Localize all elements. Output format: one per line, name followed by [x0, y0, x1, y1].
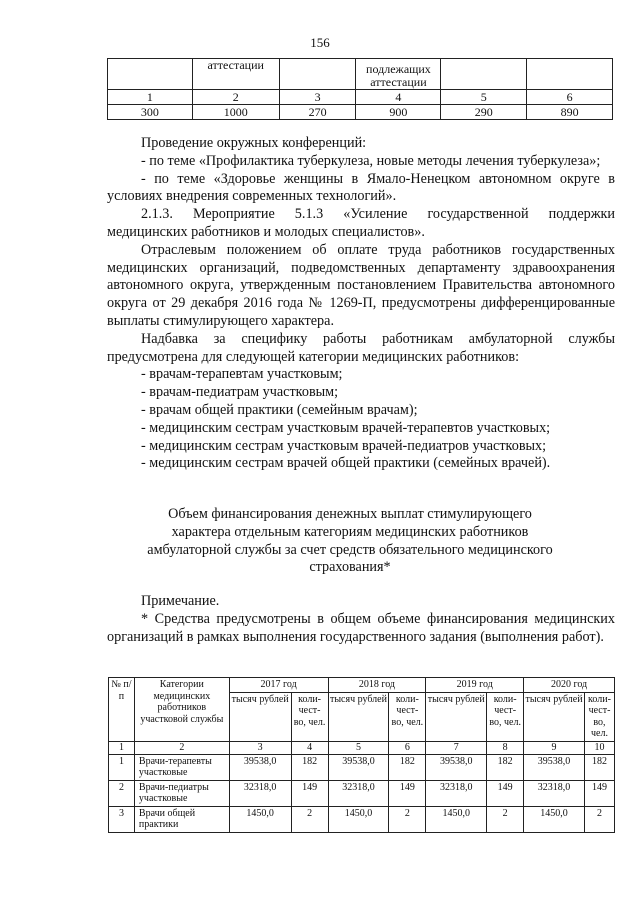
table-header-cell: 2018 год: [328, 678, 426, 693]
body-text: [107, 135, 615, 473]
table-row: [109, 678, 615, 693]
table-header-cell: коли-чест-во, чел.: [389, 692, 426, 741]
table-cell: 270: [279, 105, 356, 120]
table-header-cell: тысяч рублей: [328, 692, 389, 741]
table-cell: 1: [108, 90, 193, 105]
table-cell: 300: [108, 105, 193, 120]
table-cell: 2: [291, 806, 328, 832]
table-cell: 1450,0: [524, 806, 585, 832]
table-header-cell: коли-чест-во, чел.: [291, 692, 328, 741]
attestation-table: [107, 58, 613, 120]
table-cell: 149: [389, 780, 426, 806]
table-row: [108, 59, 613, 90]
list-item: - медицинским сестрам врачей общей практики (семейных врачей).: [141, 455, 551, 472]
table-cell: 182: [584, 754, 614, 780]
table-cell: Врачи-педиатры участковые: [134, 780, 229, 806]
table-header-cell: 2020 год: [524, 678, 615, 693]
table-cell: [279, 59, 356, 90]
table-cell: 5: [441, 90, 527, 105]
table-cell: 2: [134, 741, 229, 754]
page-number: 156: [310, 35, 330, 50]
table-row: [109, 780, 615, 806]
table-cell: 1000: [192, 105, 279, 120]
list-item: - медицинским сестрам участковым врачей-педиатров участковых;: [141, 437, 547, 454]
table-cell: 39538,0: [229, 754, 291, 780]
list-item: - медицинским сестрам участковым врачей-терапевтов участковых;: [141, 419, 551, 436]
financing-table: [108, 677, 615, 833]
table-cell: подлежащих аттестации: [356, 59, 441, 90]
list-item: - врачам-педиатрам участковым;: [141, 384, 339, 401]
table-row: [108, 90, 613, 105]
table-cell: 149: [291, 780, 328, 806]
table-cell: 32318,0: [426, 780, 487, 806]
paragraph: 2.1.3. Мероприятие 5.1.3 «Усиление государственной поддержки медицинских работников и молодых специалистов».: [107, 206, 615, 240]
table-cell: 1450,0: [328, 806, 389, 832]
table-cell: 3: [279, 90, 356, 105]
table-cell: [441, 59, 527, 90]
table-cell: 39538,0: [328, 754, 389, 780]
list-item: - врачам общей практики (семейным врачам);: [141, 401, 418, 418]
table-cell: 32318,0: [229, 780, 291, 806]
paragraph: - по теме «Профилактика туберкулеза, новые методы лечения туберкулеза»;: [141, 152, 601, 169]
table-cell: 1450,0: [426, 806, 487, 832]
table-cell: 2: [192, 90, 279, 105]
table-cell: 890: [527, 105, 613, 120]
table-cell: 182: [487, 754, 524, 780]
table-cell: 39538,0: [426, 754, 487, 780]
table-cell: 2: [109, 780, 135, 806]
table-cell: 10: [584, 741, 614, 754]
note-block: [107, 593, 615, 646]
table-header-cell: тысяч рублей: [426, 692, 487, 741]
table-cell: 4: [291, 741, 328, 754]
table-cell: 290: [441, 105, 527, 120]
table-cell: Врачи общей практики: [134, 806, 229, 832]
table-cell: 8: [487, 741, 524, 754]
table-row: [109, 741, 615, 754]
table-row: [109, 754, 615, 780]
table-cell: 32318,0: [328, 780, 389, 806]
table-cell: 9: [524, 741, 585, 754]
paragraph: Проведение окружных конференций:: [141, 135, 367, 151]
table-cell: 7: [426, 741, 487, 754]
table-cell: 32318,0: [524, 780, 585, 806]
table-cell: 1: [109, 754, 135, 780]
table-cell: 1: [109, 741, 135, 754]
table-cell: 3: [229, 741, 291, 754]
paragraph: - по теме «Здоровье женщины в Ямало-Ненецком автономном округе в условиях внедрения современных технологий».: [107, 170, 615, 205]
paragraph: Надбавка за специфику работы работникам амбулаторной службы предусмотрена для следующей категории медицинских работников:: [107, 330, 615, 365]
note-title: Примечание.: [141, 593, 220, 609]
table-cell: аттестации: [192, 59, 279, 90]
table-cell: 149: [487, 780, 524, 806]
table-cell: 1450,0: [229, 806, 291, 832]
table-cell: 6: [389, 741, 426, 754]
table-header-cell: коли-чест-во, чел.: [584, 692, 614, 741]
table-cell: 4: [356, 90, 441, 105]
table-row: [109, 806, 615, 832]
table-cell: 900: [356, 105, 441, 120]
table-cell: 2: [584, 806, 614, 832]
table-cell: 5: [328, 741, 389, 754]
table-header-cell: тысяч рублей: [229, 692, 291, 741]
table-header-cell: коли-чест-во, чел.: [487, 692, 524, 741]
table-header-cell: тысяч рублей: [524, 692, 585, 741]
table-header-cell: 2017 год: [229, 678, 328, 693]
table-cell: [527, 59, 613, 90]
table-cell: 3: [109, 806, 135, 832]
table-cell: 149: [584, 780, 614, 806]
section-heading: Объем финансирования денежных выплат стимулирующего характера отдельным категориям медицинских работников амбулаторной службы за счет средств обязательного медицинского страхования*: [147, 506, 553, 576]
table-cell: 6: [527, 90, 613, 105]
table-row: [108, 105, 613, 120]
table-header-cell: 2019 год: [426, 678, 524, 693]
paragraph: Отраслевым положением об оплате труда работников государственных медицинских организаций, подведомственных департаменту здравоохранения автономного округа, утвержденным постановлением Правительства автономного округа от 29 декабря 2016 года № 1269-П, предусмотрены дифференцированные выплаты стимулирующего характера.: [107, 241, 615, 329]
table-cell: 182: [389, 754, 426, 780]
table-cell: 182: [291, 754, 328, 780]
table-cell: 2: [389, 806, 426, 832]
table-header-cell: № п/п: [109, 678, 135, 742]
note-text: * Средства предусмотрены в общем объеме финансирования медицинских организаций в рамках выполнения государственного задания (выполнения работ).: [107, 610, 615, 645]
table-cell: 2: [487, 806, 524, 832]
table-cell: 39538,0: [524, 754, 585, 780]
table-header-cell: Категории медицинских работников участковой службы: [134, 678, 229, 742]
table-cell: Врачи-терапевты участковые: [134, 754, 229, 780]
list-item: - врачам-терапевтам участковым;: [141, 366, 343, 383]
table-cell: [108, 59, 193, 90]
